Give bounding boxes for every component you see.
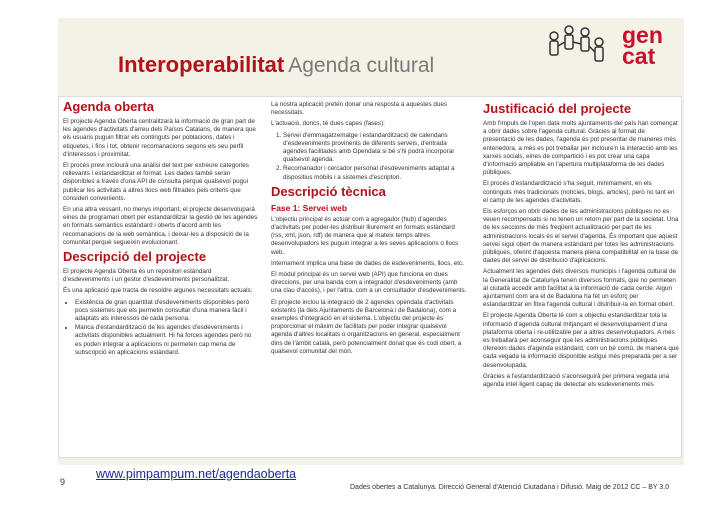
paragraph: El mòdul principal és un servei web (API) que funciona en dues direccions, per una banda com a integrador d'esdeveniments (amb una clau d'accés), i per l'altra, com a un consultador d'esdeveniments. [271, 271, 467, 295]
paragraph: El projecte Agenda Oberta té com a objectiu estandarditzar tota la informació d'agenda cultural mitjançant el desenvolupament d'una plataforma oberta i re-utilitzable per a altres desenvolupadors. A més es treballarà per aconseguir que les administracions públiques ofereixin dades d'agenda estàndard, com un bé comú, de manera que cada vegada la informació disponible estigui més preparada per a ser desenvolupada. [483, 312, 679, 369]
agenda-url-link[interactable]: www.pimpampum.net/agendaoberta [96, 467, 297, 481]
paragraph: El projecte Agenda Oberta és un repositori estàndard d'esdeveniments i un gestor d'esdeveniments personalitzat. [63, 268, 230, 284]
footer-credits: Dades obertes a Catalunya. Direcció General d'Atenció Ciutadana i Difusió. Maig de 2012 CC – BY 3.0 [350, 484, 670, 491]
gencat-logo [622, 22, 663, 69]
paragraph: Gràcies a l'estandardització s'aconseguirà per primera vegada una agenda intel·ligent capaç de detectar els esdeveniments més [483, 372, 670, 389]
paragraph: Amb l'impuls de l'open data molts ajuntaments del país han començat a obrir dades sobre l'agenda cultural. Gràcies al format de presentació de les dades, l'agenda és pot presentar de maneres més entenedora, a més es pot treballar per incloure'n la interacció amb les xarxes socials, eines de compartició i es pot crear una capa d'informació ampliable en l'apertura multiplataforma de les dades públiques. [483, 120, 678, 177]
page-number: 9 [60, 477, 66, 487]
list-item: 2. Recomanador i cercador personal d'esdeveniments adaptat a dispositius mòbils i a sistemes d'escriptori. [283, 165, 467, 181]
paragraph: L'objectiu principal és actuar com a agregador (hub) d'agendes d'activitats per poder-les distribuir lliurement en formats estàndard (rss, xml, json, rdf) de manera que al mateix temps altres desenvolupadors les puguin integrar a les seves aplicacions o llocs web. [271, 215, 459, 256]
list-item: • Existència de gran quantitat d'esdeveniments disponibles però pocs sistemes que els permetin consultar d'una manera fàcil i adaptats als interessos de cada persona. [75, 299, 259, 324]
heading-descripcio-tecnica: Descripció tècnica [271, 183, 386, 199]
paragraph: El procés d'estandardització s'ha seguit, mínimament, en els continguts més tradicionals (notícies, blogs, articles), però no tant en el camp de les agendes d'activitats. [483, 180, 675, 204]
heading-agenda-oberta: Agenda oberta [63, 99, 155, 114]
paragraph: El projecte inclou la integració de 2 agendes opendata d'activitats existents (la dels Ajuntaments de Barcelona i de Badalona), com a exemples d'integració en el sistema. L'objectiu del projecte és proporcionar el màxim de facilitats per poder integrar qualsevol agenda d'altres localitats o organitzacions en general, especialment dins de l'àmbit català, però potencialment donat que és codi obert, a qualsevol comunitat del món. [271, 298, 462, 355]
paragraph: Actualment les agendes dels diversos municipis i l'agenda cultural de la Generalitat de Catalunya tenen diversos formats, que no permeten al ciutadà accedir amb facilitat a la informació de cada cercle. Algun ajuntament com ara el de Badalona ha fet un esforç per estandarditzar en fitxa l'agenda cultural i distribuir-la en format obert. [483, 268, 677, 309]
title-light: Agenda cultural [288, 54, 435, 77]
heading-fase-1: Fase 1: Servei web [271, 202, 348, 213]
paragraph: L'actuació, doncs, té dues capes (fases): [271, 120, 385, 128]
column-3 [483, 97, 679, 392]
paragraph: En una altra vessant, no menys important, el projecte desenvoluparà eines de programari obert per estandarditzar la gestió de les agendes en formats semàntics estàndard i oberts d'acord amb les recomanacions de la web semàntica, i deixar-les a disposició de la comunitat perquè segueixin evolucionant. [63, 206, 258, 246]
heading-justificacio: Justificació del projecte [483, 101, 632, 116]
heading-descripcio-projecte: Descripció del projecte [63, 249, 207, 265]
column-2 [271, 97, 467, 359]
paragraph: És una aplicació que tracta de resoldre algunes necessitats actuals: [63, 287, 253, 295]
paragraph: Els esforços en obrir dades de les administracions públiques no es veuen recompensats si no tenen un retorn per part de la societat. Una de les seccions de més freqüent actualització per part de les administracions locals és el servei d'agenda. És important que aquest servei sigui obert de manera estàndard per totes les administracions públiques, oferint d'aquesta manera plena compatibilitat en la base de dades del servei de distribució d'aplicacions. [483, 208, 679, 265]
people-icon [545, 22, 607, 66]
paragraph: Internament implica una base de dades de esdeveniments, llocs, etc. [271, 259, 464, 267]
logo-line-gen: gen [622, 22, 663, 48]
title-bold: Interoperabilitat [118, 52, 285, 77]
column-1 [63, 97, 259, 360]
list-item: • Manca d'estandardització de les agendes d'esdeveniments i activitats disponibles actualment. Hi ha forces agendes però no es poden integrar a aplicacions ni permeten cap mena de subscripció en aplicacions estàndard. [75, 324, 259, 357]
document-image [58, 96, 682, 458]
bullet-list [63, 299, 259, 357]
logo-line-cat: cat [622, 43, 656, 69]
list-item: 1. Servei d'emmagatzematge i estandardització de calendaris d'esdeveniments provinents de diferents serveis, d'entrada agendes facilitades amb Opendata si bé s'hi podrà incorporar qualsevol agenda. [283, 132, 467, 165]
paragraph: La nostra aplicació pretén donar una resposta a aquestes dues necessitats. [271, 101, 448, 117]
paragraph: El procés previ inclourà una anàlisi del text per extreure categories rellevants i estandarditzar el format. Les dades també seran disponibles a través d'una API de consulta perquè qualsevol pugui publicar les activitats a altres llocs web filtrades pels criteris que consideri convenients. [63, 162, 249, 202]
slide-title [118, 52, 434, 78]
numbered-list [271, 132, 467, 182]
paragraph: El projecte Agenda Oberta centralitzarà la informació de gran part de les agendes d'activitats d'arreu dels Països Catalans, de manera que els usuaris puguin filtrar els continguts per poblacions, dates i etiquetes, i fins i tot, obtenir recomanacions segons els seu perfil d'interessos i proximitat. [63, 118, 256, 158]
